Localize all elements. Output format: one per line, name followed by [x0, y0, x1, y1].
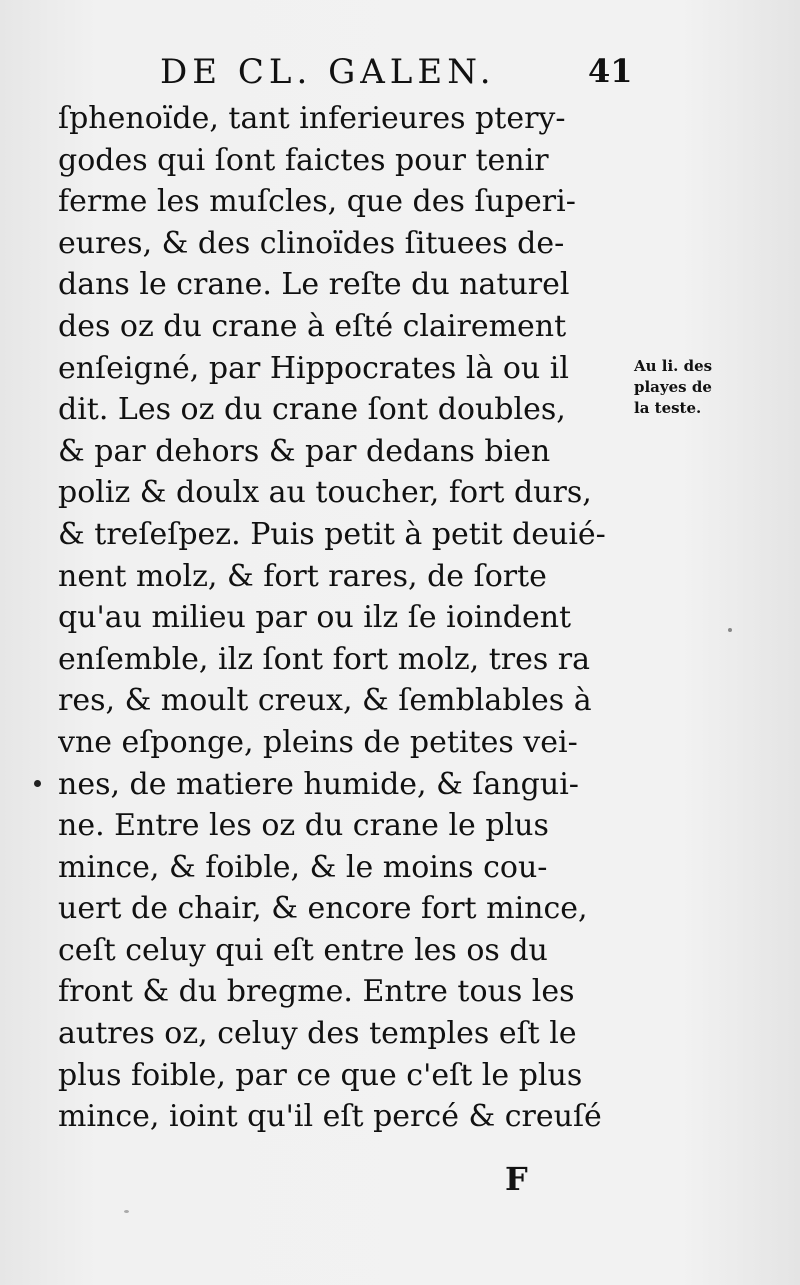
text-line: nes, de matiere humide, & ſangui-: [58, 766, 579, 802]
margin-note-line: playes de: [634, 378, 712, 396]
text-line: front & du bregme. Entre tous les: [58, 974, 575, 1010]
page-number: 41: [588, 52, 633, 90]
text-line: ne. Entre les oz du crane le plus: [58, 808, 549, 844]
margin-note-line: la teste.: [634, 399, 702, 417]
text-line: qu'au milieu par ou ilz ſe ioindent: [58, 600, 572, 636]
text-line: res, & moult creux, & ſemblables à: [58, 683, 592, 719]
text-line: des oz du crane à eſté clairement: [58, 308, 567, 344]
text-line: nent molz, & fort rares, de ſorte: [58, 558, 547, 594]
body-text: [58, 98, 648, 1138]
text-line: ſphenoïde, tant inferieures ptery-: [58, 101, 566, 136]
text-line: uert de chair, & encore fort mince,: [58, 891, 588, 927]
text-line: mince, ioint qu'il eſt percé & creuſé: [58, 1099, 602, 1135]
ink-speck: [728, 628, 732, 632]
signature-mark: F: [505, 1160, 528, 1198]
text-line: poliz & doulx au toucher, fort durs,: [58, 475, 592, 511]
ink-speck: [34, 780, 41, 787]
text-line: enſemble, ilz ſont fort molz, tres ra: [58, 641, 591, 677]
text-line: enſeigné, par Hippocrates là ou il: [58, 350, 569, 386]
text-line: autres oz, celuy des temples eſt le: [58, 1016, 577, 1052]
text-line: eures, & des clinoïdes ſituees de-: [58, 225, 565, 261]
text-line: ferme les muſcles, que des ſuperi-: [58, 184, 576, 220]
margin-note-line: Au li. des: [634, 357, 713, 375]
text-line: ceſt celuy qui eſt entre les os du: [58, 932, 548, 968]
ink-speck: [124, 1210, 129, 1213]
text-line: dans le crane. Le reſte du naturel: [58, 267, 570, 303]
text-line: vne eſponge, pleins de petites vei-: [58, 724, 578, 760]
text-line: plus foible, par ce que c'eſt le plus: [58, 1057, 583, 1093]
text-line: dit. Les oz du crane ſont doubles,: [58, 392, 566, 428]
text-line: & par dehors & par dedans bien: [58, 433, 551, 469]
text-line: godes qui ſont faictes pour tenir: [58, 142, 549, 178]
text-line: mince, & foible, & le moins cou-: [58, 849, 548, 885]
text-line: & treſeſpez. Puis petit à petit deuié-: [58, 516, 606, 552]
margin-note: [634, 356, 754, 419]
running-head: DE CL. GALEN.: [160, 52, 496, 92]
